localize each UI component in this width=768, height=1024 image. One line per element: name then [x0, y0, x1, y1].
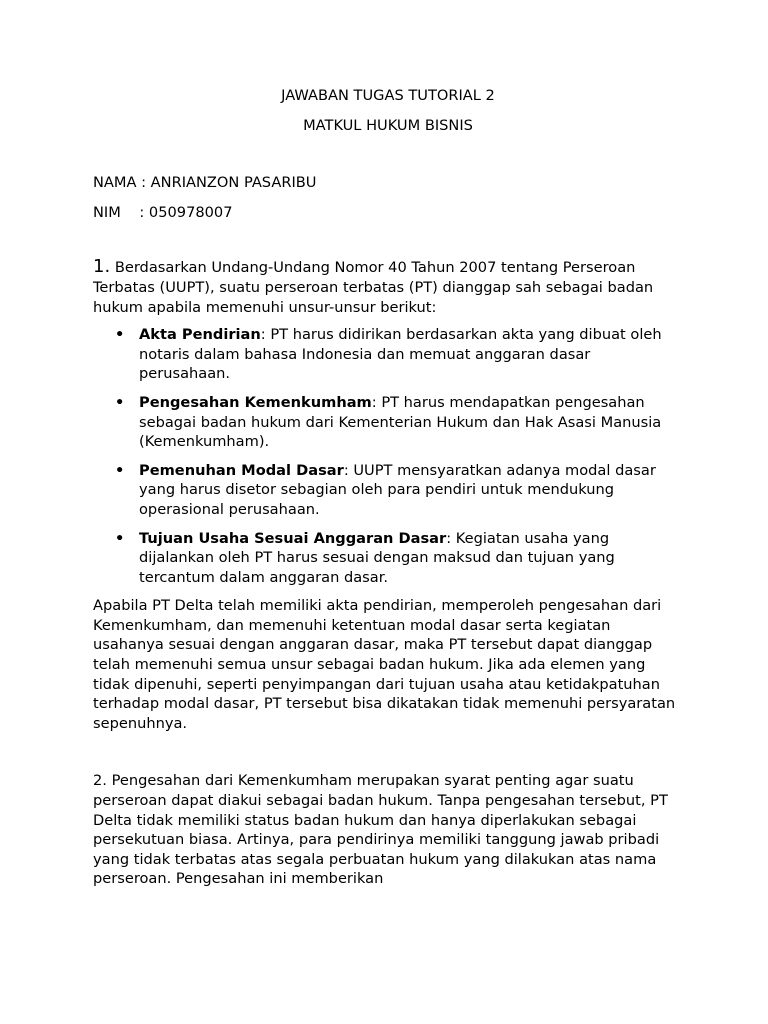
list-item-desc: : UUPT mensyaratkan adanya modal dasar yang harus disetor sebagian oleh para pendiri untuk mendukung operasional perusahaan.	[139, 461, 656, 518]
list-item-term: Akta Pendirian	[139, 326, 261, 344]
bullet-icon: •	[115, 461, 125, 479]
list-item	[93, 461, 683, 520]
document-subtitle: MATKUL HUKUM BISNIS	[303, 116, 473, 134]
student-name: NAMA : ANRIANZON PASARIBU	[93, 174, 317, 192]
answer-1-number: 1.	[93, 256, 111, 278]
requirements-list	[93, 325, 683, 587]
list-item-desc: : PT harus mendapatkan pengesahan sebagai badan hukum dari Kementerian Hukum dan Hak Asasi Manusia (Kemenkumham).	[139, 393, 662, 451]
list-item-desc: : PT harus didirikan berdasarkan akta yang dibuat oleh notaris dalam bahasa Indonesia dan memuat anggaran dasar perusahaan.	[139, 326, 662, 383]
bullet-icon: •	[115, 393, 125, 411]
list-item	[93, 325, 683, 384]
document-title: JAWABAN TUGAS TUTORIAL 2	[281, 87, 495, 104]
list-item-term: Pemenuhan Modal Dasar	[139, 461, 344, 479]
answer-1-intro-text: Berdasarkan Undang-Undang Nomor 40 Tahun 2007 tentang Perseroan Terbatas (UUPT), suatu perseroan terbatas (PT) dianggap sah sebagai badan hukum apabila memenuhi unsur-unsur berikut:	[93, 259, 654, 316]
list-item	[93, 393, 683, 452]
list-item	[93, 529, 683, 588]
bullet-icon: •	[115, 326, 125, 344]
list-item-term: Pengesahan Kemenkumham	[139, 393, 372, 411]
answer-1-conclusion: Apabila PT Delta telah memiliki akta pendirian, memperoleh pengesahan dari Kemenkumham, dan memenuhi ketentuan modal dasar serta kegiatan usahanya sesuai dengan anggaran dasar, maka PT tersebut dapat dianggap telah memenuhi semua unsur sebagai badan hukum. Jika ada elemen yang tidak dipenuhi, seperti penyimpangan dari tujuan usaha atau ketidakpatuhan terhadap modal dasar, PT tersebut bisa dikatakan tidak memenuhi persyaratan sepenuhnya.	[93, 597, 676, 732]
answer-1-intro	[93, 257, 683, 317]
list-item-desc: : Kegiatan usaha yang dijalankan oleh PT harus sesuai dengan maksud dan tujuan yang tercantum dalam anggaran dasar.	[139, 529, 615, 586]
document-page	[93, 86, 683, 889]
student-nim: NIM : 050978007	[93, 203, 233, 221]
bullet-icon: •	[115, 529, 125, 547]
list-item-term: Tujuan Usaha Sesuai Anggaran Dasar	[139, 529, 447, 547]
answer-2-paragraph: 2. Pengesahan dari Kemenkumham merupakan syarat penting agar suatu perseroan dapat diakui sebagai badan hukum. Tanpa pengesahan tersebut, PT Delta tidak memiliki status badan hukum dan hanya diperlakukan sebagai persekutuan biasa. Artinya, para pendirinya memiliki tanggung jawab pribadi yang tidak terbatas atas segala perbuatan hukum yang dilakukan atas nama perseroan. Pengesahan ini memberikan	[93, 772, 668, 888]
